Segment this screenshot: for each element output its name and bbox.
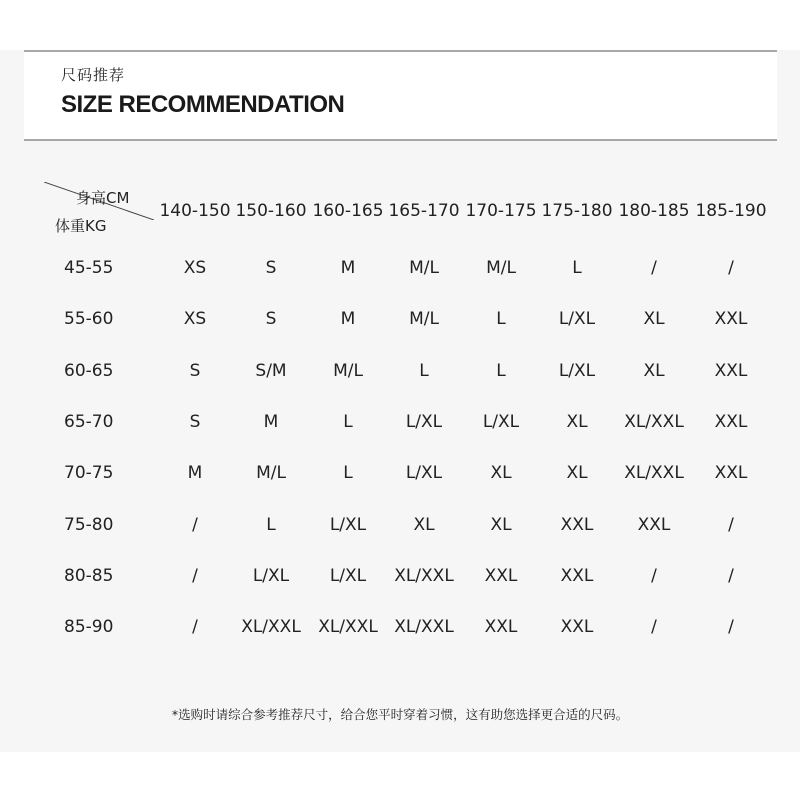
weight-row-label: 80-85 [64, 566, 114, 586]
size-cell: M [263, 412, 279, 432]
header-top-divider [24, 50, 777, 52]
height-column-header: 180-185 [618, 201, 690, 221]
size-cell: M/L [409, 258, 439, 278]
size-cell: XL [490, 463, 512, 483]
size-cell: XS [183, 309, 207, 329]
size-cell: L [343, 412, 353, 432]
size-cell: M/L [256, 463, 286, 483]
size-cell: XXL [714, 361, 748, 381]
size-cell: L [343, 463, 353, 483]
height-column-header: 175-180 [541, 201, 613, 221]
size-cell: XL [566, 412, 588, 432]
height-column-header: 170-175 [465, 201, 537, 221]
size-cell: XL/XXL [394, 617, 454, 637]
size-cell: L [266, 515, 276, 535]
size-cell: XXL [560, 566, 594, 586]
size-cell: L [496, 309, 506, 329]
size-cell: M/L [333, 361, 363, 381]
footnote: *选购时请综合参考推荐尺寸，给合您平时穿着习惯，这有助您选择更合适的尺码。 [171, 707, 629, 722]
corner-height-label: 身高CM [76, 189, 130, 207]
height-column-header: 140-150 [159, 201, 231, 221]
height-column-header: 160-165 [312, 201, 384, 221]
weight-row-label: 55-60 [64, 309, 114, 329]
size-cell: L/XL [329, 515, 367, 535]
size-cell: XL/XXL [318, 617, 378, 637]
page-title-chinese: 尺码推荐 [61, 66, 126, 84]
size-cell: M/L [486, 258, 516, 278]
size-cell: L/XL [405, 412, 443, 432]
page-title-english: SIZE RECOMMENDATION [61, 91, 345, 118]
size-cell: / [728, 258, 734, 278]
size-cell: S [189, 361, 201, 381]
size-cell: L/XL [558, 309, 596, 329]
size-cell: / [651, 258, 657, 278]
size-cell: S [189, 412, 201, 432]
size-cell: S [265, 258, 277, 278]
size-cell: L [572, 258, 582, 278]
size-cell: XXL [560, 617, 594, 637]
height-column-header: 185-190 [695, 201, 767, 221]
size-cell: M [340, 309, 356, 329]
size-cell: XL [566, 463, 588, 483]
size-cell: M [187, 463, 203, 483]
size-cell: / [728, 566, 734, 586]
size-cell: M [340, 258, 356, 278]
size-cell: M/L [409, 309, 439, 329]
height-column-header: 150-160 [235, 201, 307, 221]
size-cell: XXL [714, 463, 748, 483]
size-cell: XXL [484, 617, 518, 637]
size-cell: S/M [255, 361, 287, 381]
size-cell: / [651, 617, 657, 637]
size-cell: L/XL [405, 463, 443, 483]
size-cell: L [496, 361, 506, 381]
size-cell: XL [490, 515, 512, 535]
size-cell: / [192, 617, 198, 637]
size-cell: L/XL [329, 566, 367, 586]
weight-row-label: 45-55 [64, 258, 114, 278]
size-cell: L/XL [252, 566, 290, 586]
weight-row-label: 60-65 [64, 361, 114, 381]
size-chart-panel [0, 50, 800, 752]
size-cell: XL/XXL [624, 463, 684, 483]
weight-row-label: 75-80 [64, 515, 114, 535]
corner-weight-label: 体重KG [55, 217, 107, 235]
size-cell: XXL [560, 515, 594, 535]
weight-row-label: 70-75 [64, 463, 114, 483]
size-cell: / [651, 566, 657, 586]
size-cell: / [192, 515, 198, 535]
size-cell: L [419, 361, 429, 381]
header-bottom-divider [24, 139, 777, 141]
height-column-header: 165-170 [388, 201, 460, 221]
size-cell: XL [413, 515, 435, 535]
size-cell: / [728, 515, 734, 535]
size-cell: S [265, 309, 277, 329]
size-cell: / [192, 566, 198, 586]
size-cell: XL/XXL [394, 566, 454, 586]
size-cell: L/XL [558, 361, 596, 381]
weight-row-label: 85-90 [64, 617, 114, 637]
weight-row-label: 65-70 [64, 412, 114, 432]
size-cell: XXL [714, 412, 748, 432]
size-cell: XXL [714, 309, 748, 329]
size-cell: XL/XXL [624, 412, 684, 432]
size-cell: XS [183, 258, 207, 278]
size-cell: XXL [637, 515, 671, 535]
size-cell: XL [643, 309, 665, 329]
size-cell: XL/XXL [241, 617, 301, 637]
size-cell: L/XL [482, 412, 520, 432]
size-cell: XXL [484, 566, 518, 586]
size-cell: / [728, 617, 734, 637]
size-cell: XL [643, 361, 665, 381]
